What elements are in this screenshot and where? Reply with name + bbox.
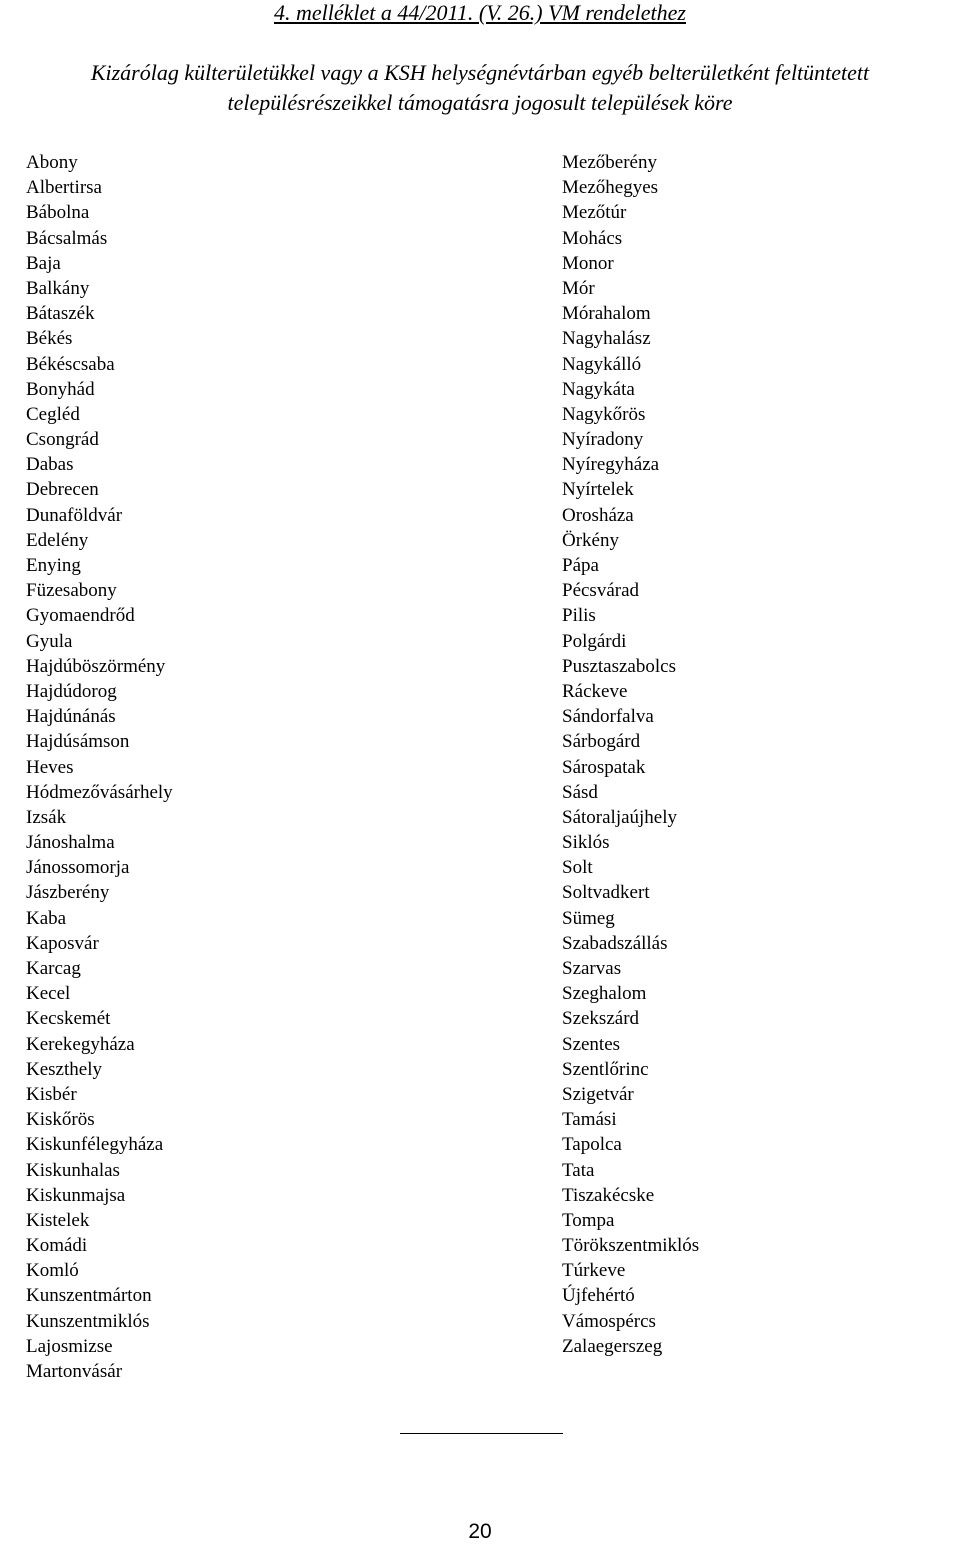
document-title-line-2: településrészeikkel támogatásra jogosult települések köre <box>227 90 733 115</box>
settlement-item: Edelény <box>26 529 89 551</box>
settlement-item: Füzesabony <box>26 580 117 602</box>
settlement-item: Gyula <box>26 630 73 652</box>
settlement-item: Martonvásár <box>26 1361 123 1382</box>
settlement-item: Békés <box>26 328 73 350</box>
settlement-item: Szekszárd <box>562 1008 640 1030</box>
settlement-item: Mór <box>562 277 595 299</box>
settlement-item: Kiskunfélegyháza <box>26 1134 164 1156</box>
settlement-item: Sümeg <box>562 907 615 929</box>
settlement-item: Albertirsa <box>26 177 102 199</box>
settlement-item: Sátoraljaújhely <box>562 806 678 828</box>
document-title-line-1: Kizárólag külterületükkel vagy a KSH helységnévtárban egyéb belterületként feltüntetett <box>90 60 870 85</box>
settlement-item: Sárbogárd <box>562 731 641 753</box>
settlement-item: Cegléd <box>26 403 80 425</box>
settlement-item: Hajdúnánás <box>26 706 116 728</box>
settlement-item: Szabadszállás <box>562 932 668 954</box>
settlement-item: Sándorfalva <box>562 706 654 728</box>
settlement-item: Tapolca <box>562 1134 622 1156</box>
settlement-item: Kerekegyháza <box>26 1033 135 1055</box>
settlement-item: Szeghalom <box>562 983 647 1005</box>
settlement-item: Örkény <box>562 529 619 551</box>
settlement-item: Kaposvár <box>26 932 99 954</box>
settlement-item: Újfehértó <box>562 1285 635 1307</box>
settlement-item: Debrecen <box>26 479 99 501</box>
settlement-item: Lajosmizse <box>26 1335 113 1357</box>
settlement-item: Mohács <box>562 227 623 249</box>
settlement-item: Nyírtelek <box>562 479 634 501</box>
settlement-item: Dunaföldvár <box>26 504 123 526</box>
settlement-item: Sárospatak <box>562 756 646 778</box>
settlement-item: Keszthely <box>26 1058 102 1080</box>
settlement-item: Mezőtúr <box>562 202 627 224</box>
settlement-item: Bábolna <box>26 202 90 224</box>
settlement-item: Szarvas <box>562 958 622 979</box>
settlement-item: Nagykőrös <box>562 403 646 425</box>
settlement-item: Csongrád <box>26 429 99 451</box>
settlement-item: Kiskunhalas <box>26 1159 120 1181</box>
settlement-list-right <box>562 150 699 1359</box>
settlement-item: Mezőberény <box>562 152 657 173</box>
settlement-item: Abony <box>26 152 78 173</box>
settlement-item: Hajdúböszörmény <box>26 655 166 677</box>
settlement-item: Nyíregyháza <box>562 454 660 476</box>
settlement-item: Siklós <box>562 832 610 854</box>
settlement-item: Kaba <box>26 907 67 929</box>
settlement-item: Tompa <box>562 1209 615 1231</box>
settlement-item: Bonyhád <box>26 378 95 400</box>
settlement-item: Nagykálló <box>562 353 642 375</box>
settlement-item: Pilis <box>562 605 596 627</box>
settlement-item: Gyomaendrőd <box>26 605 135 627</box>
settlement-item: Kecskemét <box>26 1008 111 1030</box>
settlement-item: Jászberény <box>26 882 110 904</box>
settlement-item: Balkány <box>26 277 90 299</box>
settlement-item: Polgárdi <box>562 630 627 652</box>
settlement-item: Ráckeve <box>562 680 628 702</box>
settlement-item: Mezőhegyes <box>562 177 659 199</box>
annex-reference <box>0 0 960 26</box>
settlement-item: Heves <box>26 756 74 778</box>
settlement-item: Orosháza <box>562 504 634 526</box>
settlement-item: Vámospércs <box>562 1310 656 1332</box>
settlement-item: Pápa <box>562 555 599 576</box>
settlement-item: Izsák <box>26 806 67 828</box>
settlement-item: Pécsvárad <box>562 580 640 602</box>
settlement-item: Komló <box>26 1260 79 1282</box>
settlement-item: Bácsalmás <box>26 227 108 249</box>
settlement-item: Hódmezővásárhely <box>26 781 173 803</box>
settlement-item: Tamási <box>562 1109 617 1131</box>
settlement-item: Pusztaszabolcs <box>562 655 676 677</box>
settlement-item: Sásd <box>562 781 598 803</box>
settlement-item: Kisbér <box>26 1083 77 1105</box>
settlement-item: Hajdúsámson <box>26 731 130 753</box>
settlement-item: Szentlőrinc <box>562 1058 649 1080</box>
settlement-item: Jánossomorja <box>26 857 130 879</box>
settlement-item: Jánoshalma <box>26 832 115 854</box>
settlement-item: Tiszakécske <box>562 1184 655 1206</box>
settlement-item: Mórahalom <box>562 303 651 325</box>
settlement-item: Szigetvár <box>562 1083 634 1105</box>
settlement-item: Nagyhalász <box>562 328 651 350</box>
annex-reference-text: 4. melléklet a 44/2011. (V. 26.) VM rendelethez <box>274 0 686 25</box>
settlement-item: Kunszentmárton <box>26 1285 152 1307</box>
settlement-item: Túrkeve <box>562 1260 626 1282</box>
settlement-item: Bátaszék <box>26 303 95 325</box>
footnote-separator <box>400 1433 563 1434</box>
settlement-item: Solt <box>562 857 593 879</box>
settlement-item: Kistelek <box>26 1209 90 1231</box>
settlement-item: Baja <box>26 252 61 274</box>
settlement-item: Békéscsaba <box>26 353 115 375</box>
settlement-item: Tata <box>562 1159 595 1181</box>
settlement-item: Karcag <box>26 958 81 979</box>
settlement-item: Törökszentmiklós <box>562 1235 700 1257</box>
settlement-item: Dabas <box>26 454 74 476</box>
settlement-item: Szentes <box>562 1033 621 1055</box>
settlement-list-left <box>26 150 173 1384</box>
settlement-item: Kecel <box>26 983 71 1005</box>
settlement-item: Nagykáta <box>562 378 635 400</box>
settlement-item: Kiskőrös <box>26 1109 95 1131</box>
settlement-item: Zalaegerszeg <box>562 1335 663 1357</box>
settlement-item: Komádi <box>26 1235 88 1257</box>
settlement-item: Nyíradony <box>562 429 644 451</box>
settlement-item: Monor <box>562 252 614 274</box>
settlement-item: Kunszentmiklós <box>26 1310 150 1332</box>
settlement-item: Kiskunmajsa <box>26 1184 126 1206</box>
page-number: 20 <box>468 1520 492 1543</box>
settlement-item: Enying <box>26 555 81 576</box>
document-title <box>0 58 960 118</box>
settlement-item: Hajdúdorog <box>26 680 117 702</box>
settlement-item: Soltvadkert <box>562 882 650 904</box>
